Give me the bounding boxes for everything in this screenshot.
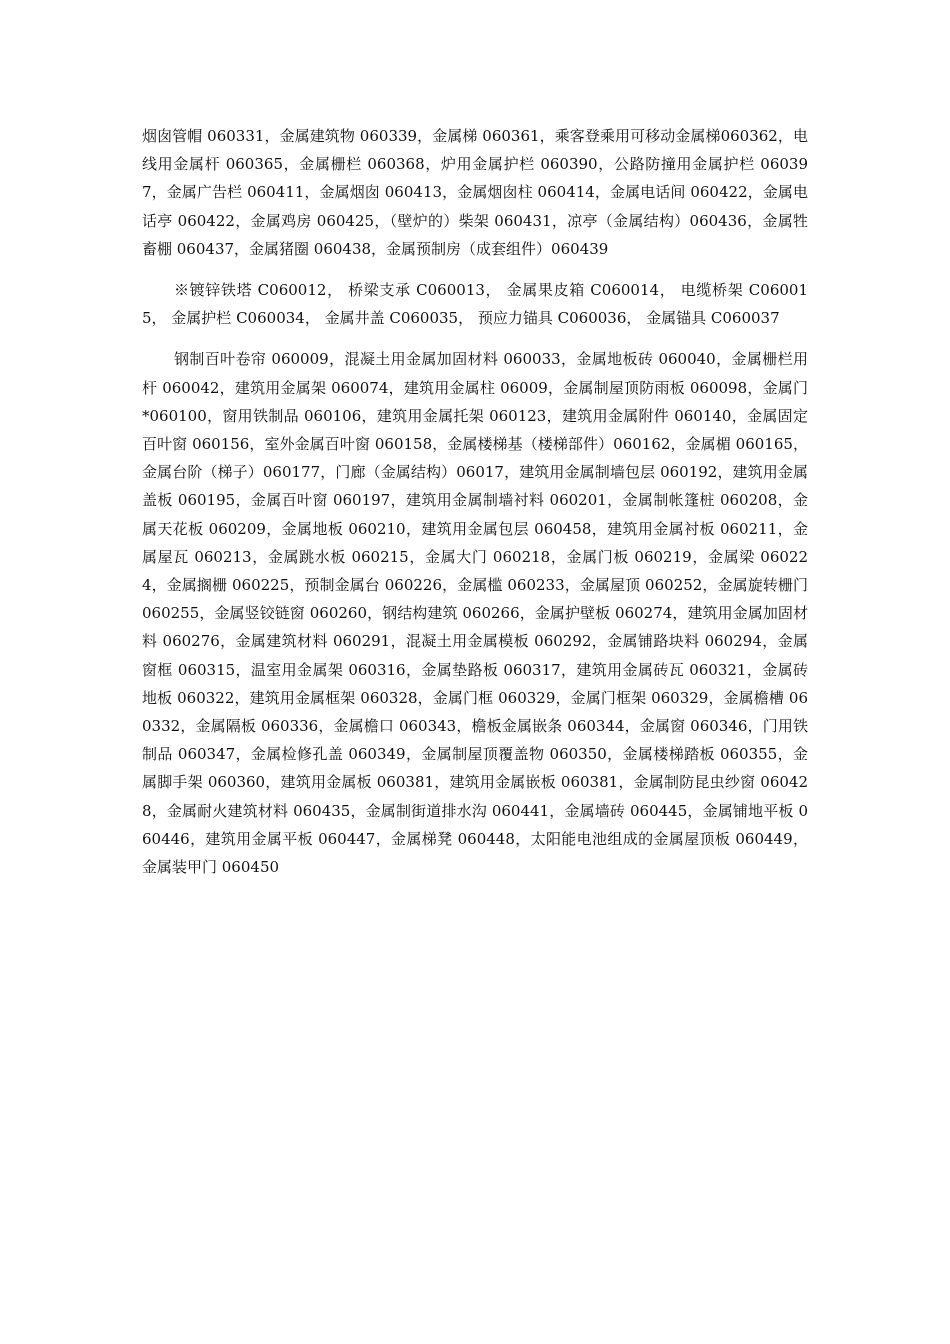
document-page [142, 122, 808, 881]
paragraph-2: ※镀锌铁塔 C060012， 桥梁支承 C060013， 金属果皮箱 C060014， 电缆桥架 C060015， 金属护栏 C060034， 金属井盖 C060035， 预应力锚具 C060036， 金属锚具 C060037 [142, 281, 808, 328]
paragraph-1: 烟囱管帽 060331，金属建筑物 060339，金属梯 060361，乘客登乘用可移动金属梯060362，电线用金属杆 060365，金属栅栏 060368，炉用金属护栏 060390，公路防撞用金属护栏 060397，金属广告栏 060411，金属烟囱 060413，金属烟囱柱 060414，金属电话间 060422，金属电话亭 060422，金属鸡房 060425，（壁炉的）柴架 060431，凉亭（金属结构）060436，金属牲畜棚 060437，金属猪圈 060438，金属预制房（成套组件）060439 [142, 127, 808, 258]
paragraph-3: 钢制百叶卷帘 060009，混凝土用金属加固材料 060033，金属地板砖 060040，金属栅栏用杆 060042，建筑用金属架 060074，建筑用金属柱 06009，金属制屋顶防雨板 060098，金属门*060100，窗用铁制品 060106，建筑用金属托架 060123，建筑用金属附件 060140，金属固定百叶窗 060156，室外金属百叶窗 060158，金属楼梯基（楼梯部件）060162，金属楣 060165，金属台阶（梯子）060177，门廊（金属结构）06017，建筑用金属制墙包层 060192，建筑用金属盖板 060195，金属百叶窗 060197，建筑用金属制墙衬料 060201，金属制帐篷桩 060208，金属天花板 060209，金属地板 060210，建筑用金属包层 060458，建筑用金属衬板 060211，金属屋瓦 060213，金属跳水板 060215，金属大门 060218，金属门板 060219，金属梁 060224，金属搁栅 060225，预制金属台 060226，金属槛 060233，金属屋顶 060252，金属旋转栅门 060255，金属竖铰链窗 060260，钢结构建筑 060266，金属护壁板 060274，建筑用金属加固材料 060276，金属建筑材料 060291，混凝土用金属模板 060292，金属铺路块料 060294，金属窗框 060315，温室用金属架 060316，金属垫路板 060317，建筑用金属砖瓦 060321，金属砖地板 060322，建筑用金属框架 060328，金属门框 060329，金属门框架 060329，金属檐槽 060332，金属隔板 060336，金属檐口 060343，檐板金属嵌条 060344，金属窗 060346，门用铁制品 060347，金属检修孔盖 060349，金属制屋顶覆盖物 060350，金属楼梯踏板 060355，金属脚手架 060360，建筑用金属板 060381，建筑用金属嵌板 060381，金属制防昆虫纱窗 060428，金属耐火建筑材料 060435，金属制街道排水沟 060441，金属墙砖 060445，金属铺地平板 060446，建筑用金属平板 060447，金属梯凳 060448，太阳能电池组成的金属屋顶板 060449，金属装甲门 060450 [142, 350, 808, 877]
